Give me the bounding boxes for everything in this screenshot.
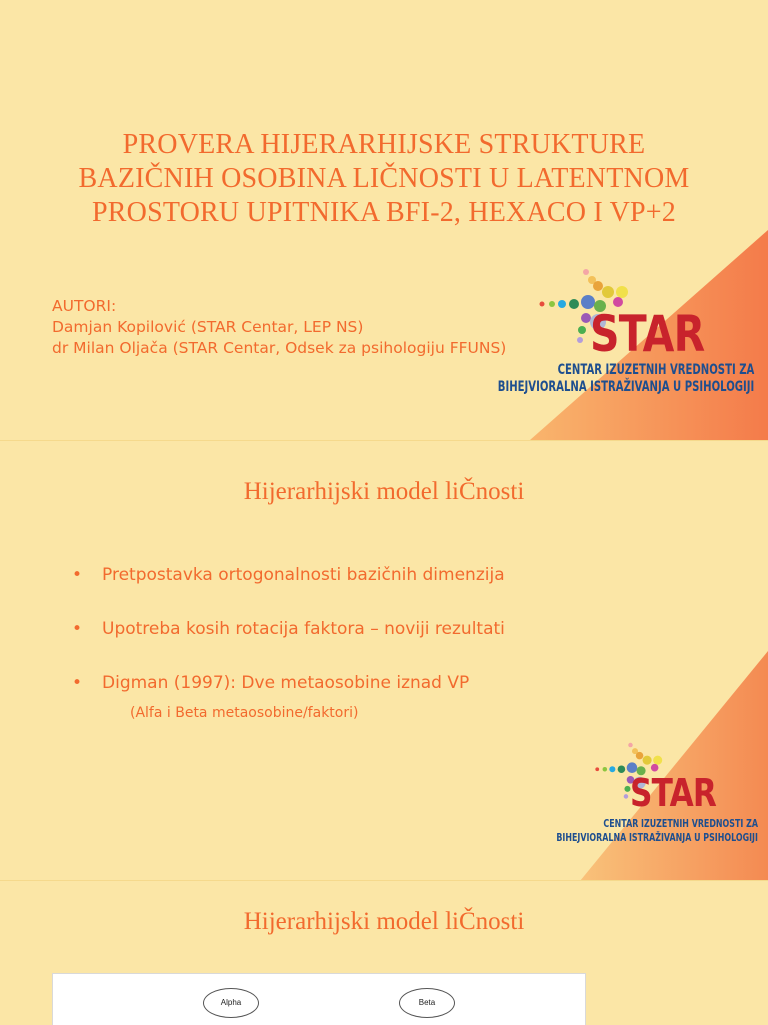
bullet-icon: • (72, 673, 83, 693)
slide-title: Hijerarhijski model liČnosti (243, 478, 525, 505)
bullet-text: Digman (1997): Dve metaosobine iznad VP (102, 673, 470, 693)
logo-subtitle (556, 817, 758, 845)
bullet-text: Pretpostavka ortogonalnosti bazičnih dimenzija (102, 565, 505, 585)
authors-block (52, 296, 506, 359)
hierarchy-diagram (52, 973, 586, 1025)
title-line: PROSTORU UPITNIKA BFI-2, HEXACO I VP+2 (92, 197, 676, 228)
bullet-list (72, 565, 505, 727)
bullet-icon: • (72, 619, 83, 639)
presentation-title (30, 128, 738, 230)
authors-label: AUTORI: (52, 297, 117, 315)
author-line: dr Milan Oljača (STAR Centar, Odsek za psihologiju FFUNS) (52, 339, 507, 357)
bullet-subtext: (Alfa i Beta metaosobine/faktori) (130, 705, 359, 721)
logo-subtitle-line: CENTAR IZUZETNIH VREDNOSTI ZA (557, 362, 754, 378)
logo-wordmark: STAR (590, 305, 705, 363)
slide-title: Hijerarhijski model liČnosti (243, 908, 525, 935)
title-line: PROVERA HIJERARHIJSKE STRUKTURE (122, 129, 646, 160)
diagram-node-beta: Beta (399, 988, 455, 1018)
bullet-text: Upotreba kosih rotacija faktora – noviji rezultati (102, 619, 505, 639)
logo-wordmark: STAR (630, 771, 717, 815)
logo-subtitle-line: CENTAR IZUZETNIH VREDNOSTI ZA (603, 817, 758, 830)
star-logo (497, 262, 756, 402)
list-item (72, 565, 505, 619)
title-line: BAZIČNIH OSOBINA LIČNOSTI U LATENTNOM (78, 163, 690, 194)
logo-subtitle-line: BIHEJVIORALNA ISTRAŽIVANJA U PSIHOLOGIJI (556, 831, 758, 844)
diagram-slide (0, 880, 768, 1025)
star-logo (556, 739, 762, 849)
bullet-icon: • (72, 565, 83, 585)
logo-subtitle (497, 362, 754, 396)
author-line: Damjan Kopilović (STAR Centar, LEP NS) (52, 318, 364, 336)
list-item (72, 619, 505, 673)
diagram-node-alpha: Alpha (203, 988, 259, 1018)
title-slide (0, 0, 768, 440)
content-slide (0, 440, 768, 881)
logo-subtitle-line: BIHEJVIORALNA ISTRAŽIVANJA U PSIHOLOGIJI (497, 379, 754, 395)
